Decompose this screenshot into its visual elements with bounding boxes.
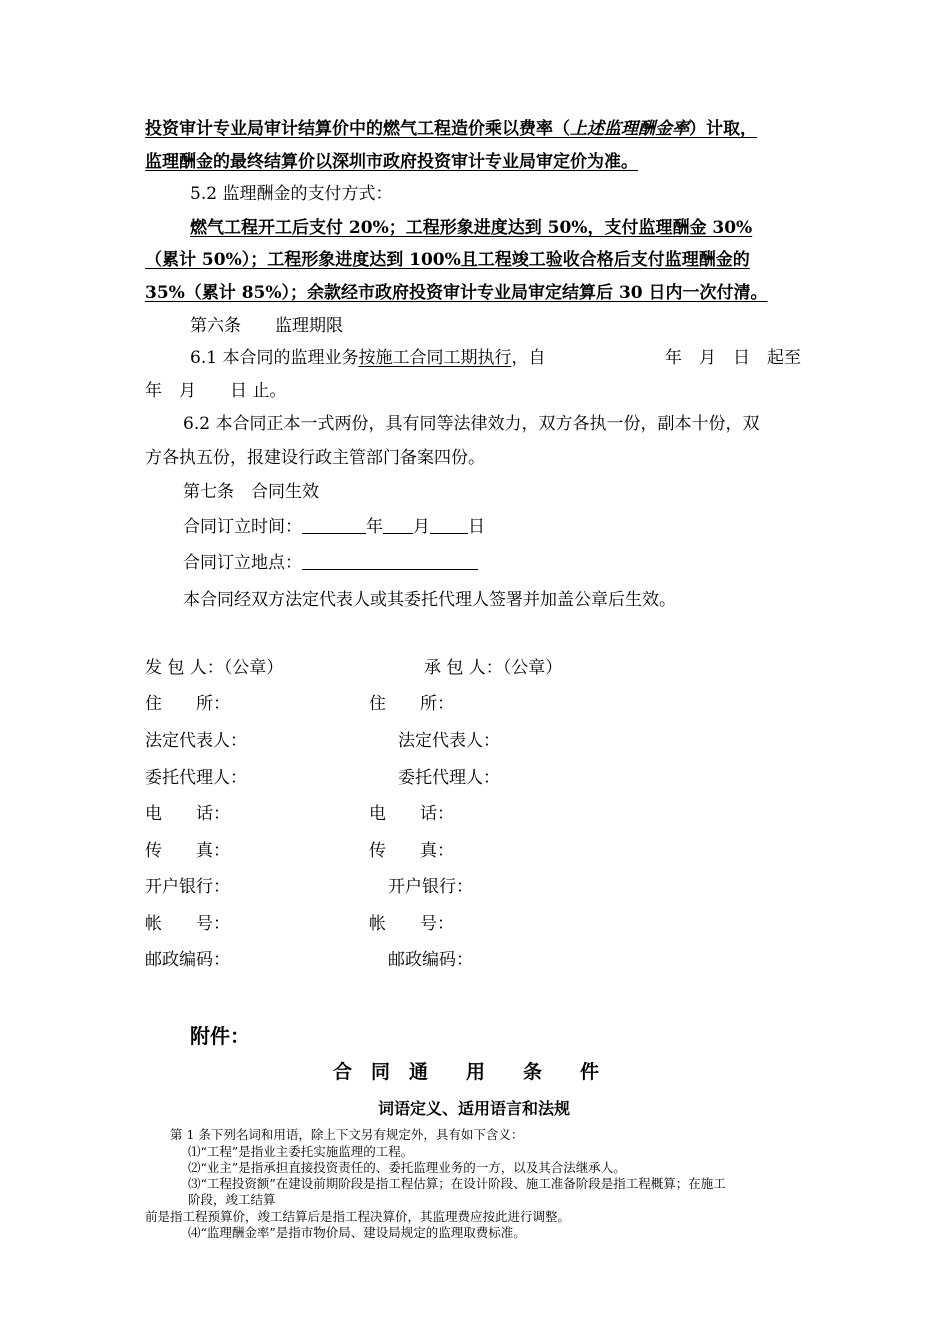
article-6-1-line2: 年 月 日 止。 [145,381,287,401]
fee-text-b: ）计取， [689,119,757,139]
employer-address: 住 所： [145,694,230,714]
employer-postcode: 邮政编码： [145,950,230,970]
contractor-legal-rep: 法定代表人： [398,731,500,751]
fee-text-a: 投资审计专业局审计结算价中的燃气工程造价乘以费率（ [145,119,570,139]
contractor-postcode: 邮政编码： [388,950,473,970]
definition-3-line3: 前是指工程预算价，竣工结算后是指工程决算价，其监理费应按此进行调整。 [145,1209,571,1224]
month-label: 月 [413,517,430,537]
employer-bank: 开户银行： [145,877,230,897]
appendix-label: 附件： [190,1024,250,1048]
month-blank[interactable] [383,517,413,534]
contractor-party: 承 包 人：（公章） [424,658,563,678]
definition-1: ⑴“工程”是指业主委托实施监理的工程。 [188,1144,414,1159]
clause-6-1-text-b: ，自 [511,348,546,368]
employer-account: 帐 号： [145,914,230,934]
fee-paragraph-line2: 监理酬金的最终结算价以深圳市政府投资审计专业局审定价为准。 [145,152,638,172]
year-blank[interactable] [302,517,366,534]
day-label: 日 [468,517,485,537]
year-label: 年 [366,517,383,537]
contractor-account: 帐 号： [369,914,454,934]
definition-4: ⑷“监理酬金率”是指市物价局、建设局规定的监理取费标准。 [188,1225,526,1240]
article-6-1-date-start: 年 月 日 起至 [665,348,801,368]
article-7-heading: 第七条 合同生效 [183,482,319,502]
contractor-address: 住 所： [369,694,454,714]
contractor-phone: 电 话： [369,804,454,824]
fee-paragraph-line1 [145,119,757,139]
clause-1: 第 1 条下列名词和用语，除上下文另有规定外，具有如下含义： [170,1127,524,1142]
contract-place-label: 合同订立地点： [183,553,302,573]
section-5-2-heading: 5.2 监理酬金的支付方式： [190,184,393,204]
clause-6-1-term: 按施工合同工期执行 [358,348,512,368]
employer-fax: 传 真： [145,841,230,861]
appendix-title: 合 同 通 用 条 件 [333,1061,600,1083]
employer-agent: 委托代理人： [145,768,247,788]
article-6-2-line2: 方各执五份，报建设行政主管部门备案四份。 [145,448,485,468]
appendix-subtitle: 词语定义、适用语言和法规 [378,1099,571,1118]
contractor-bank: 开户银行： [388,877,473,897]
day-blank[interactable] [430,517,468,534]
definition-2: ⑵“业主”是指承担直接投资责任的、委托监理业务的一方，以及其合法继承人。 [188,1160,626,1175]
payment-line2: （累计 50%）；工程形象进度达到 100%且工程竣工验收合格后支付监理酬金的 [145,250,750,270]
contract-place-line [183,553,478,573]
place-blank[interactable] [302,553,478,570]
contractor-agent: 委托代理人： [398,768,500,788]
employer-legal-rep: 法定代表人： [145,731,247,751]
contract-date-label: 合同订立时间： [183,517,302,537]
definition-3-line1: ⑶“工程投资额”在建设前期阶段是指工程估算；在设计阶段、施工准备阶段是指工程概算；在施工 [188,1176,726,1191]
contractor-fax: 传 真： [369,841,454,861]
effect-statement: 本合同经双方法定代表人或其委托代理人签署并加盖公章后生效。 [183,590,676,610]
payment-line1: 燃气工程开工后支付 20%；工程形象进度达到 50%，支付监理酬金 30% [190,218,753,238]
definition-3-line2: 阶段，竣工结算 [188,1192,276,1207]
article-6-1-line1 [190,348,545,368]
clause-6-1-text-a: 6.1 本合同的监理业务 [190,348,359,368]
employer-party: 发 包 人：（公章） [145,658,284,678]
article-6-2-line1: 6.2 本合同正本一式两份，具有同等法律效力，双方各执一份，副本十份，双 [183,414,760,434]
contract-date-line [183,517,485,537]
employer-phone: 电 话： [145,804,230,824]
fee-rate-term: 上述监理酬金率 [570,119,689,139]
article-6-heading: 第六条 监理期限 [190,316,343,336]
payment-line3: 35%（累计 85%）；余款经市政府投资审计专业局审定结算后 30 日内一次付清。 [145,283,768,303]
